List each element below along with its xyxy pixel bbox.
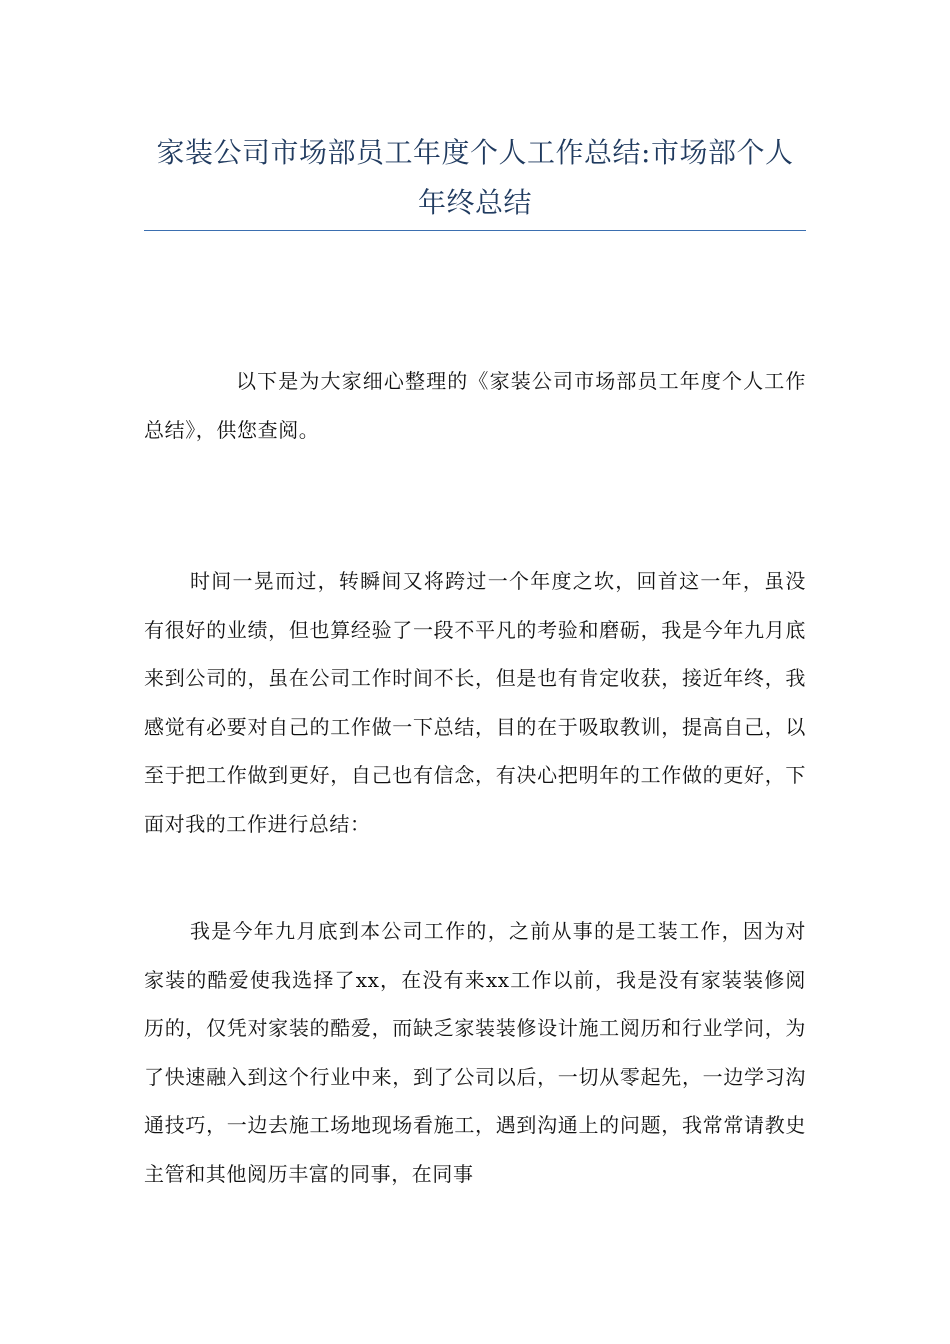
document-title: 家装公司市场部员工年度个人工作总结:市场部个人年终总结 [156, 136, 794, 219]
title-block [144, 128, 806, 228]
intro-paragraph: 以下是为大家细心整理的《家装公司市场部员工年度个人工作总结》，供您查阅。 [144, 369, 806, 442]
body-paragraph-1: 时间一晃而过，转瞬间又将跨过一个年度之坎，回首这一年，虽没有很好的业绩，但也算经验了一段不平凡的考验和磨砺，我是今年九月底来到公司的，虽在公司工作时间不长，但是也有肯定收获，接近年终，我感觉有必要对自己的工作做一下总结，目的在于吸取教训，提高自己，以至于把工作做到更好，自己也有信念，有决心把明年的工作做的更好，下面对我的工作进行总结： [144, 569, 806, 836]
body-paragraph-2: 我是今年九月底到本公司工作的，之前从事的是工装工作，因为对家装的酷爱使我选择了xx，在没有来xx工作以前，我是没有家装装修阅历的，仅凭对家装的酷爱，而缺乏家装装修设计施工阅历和行业学问，为了快速融入到这个行业中来，到了公司以后，一切从零起先，一边学习沟通技巧，一边去施工场地现场看施工，遇到沟通上的问题，我常常请教史主管和其他阅历丰富的同事，在同事 [144, 919, 806, 1186]
title-underline [144, 230, 806, 231]
